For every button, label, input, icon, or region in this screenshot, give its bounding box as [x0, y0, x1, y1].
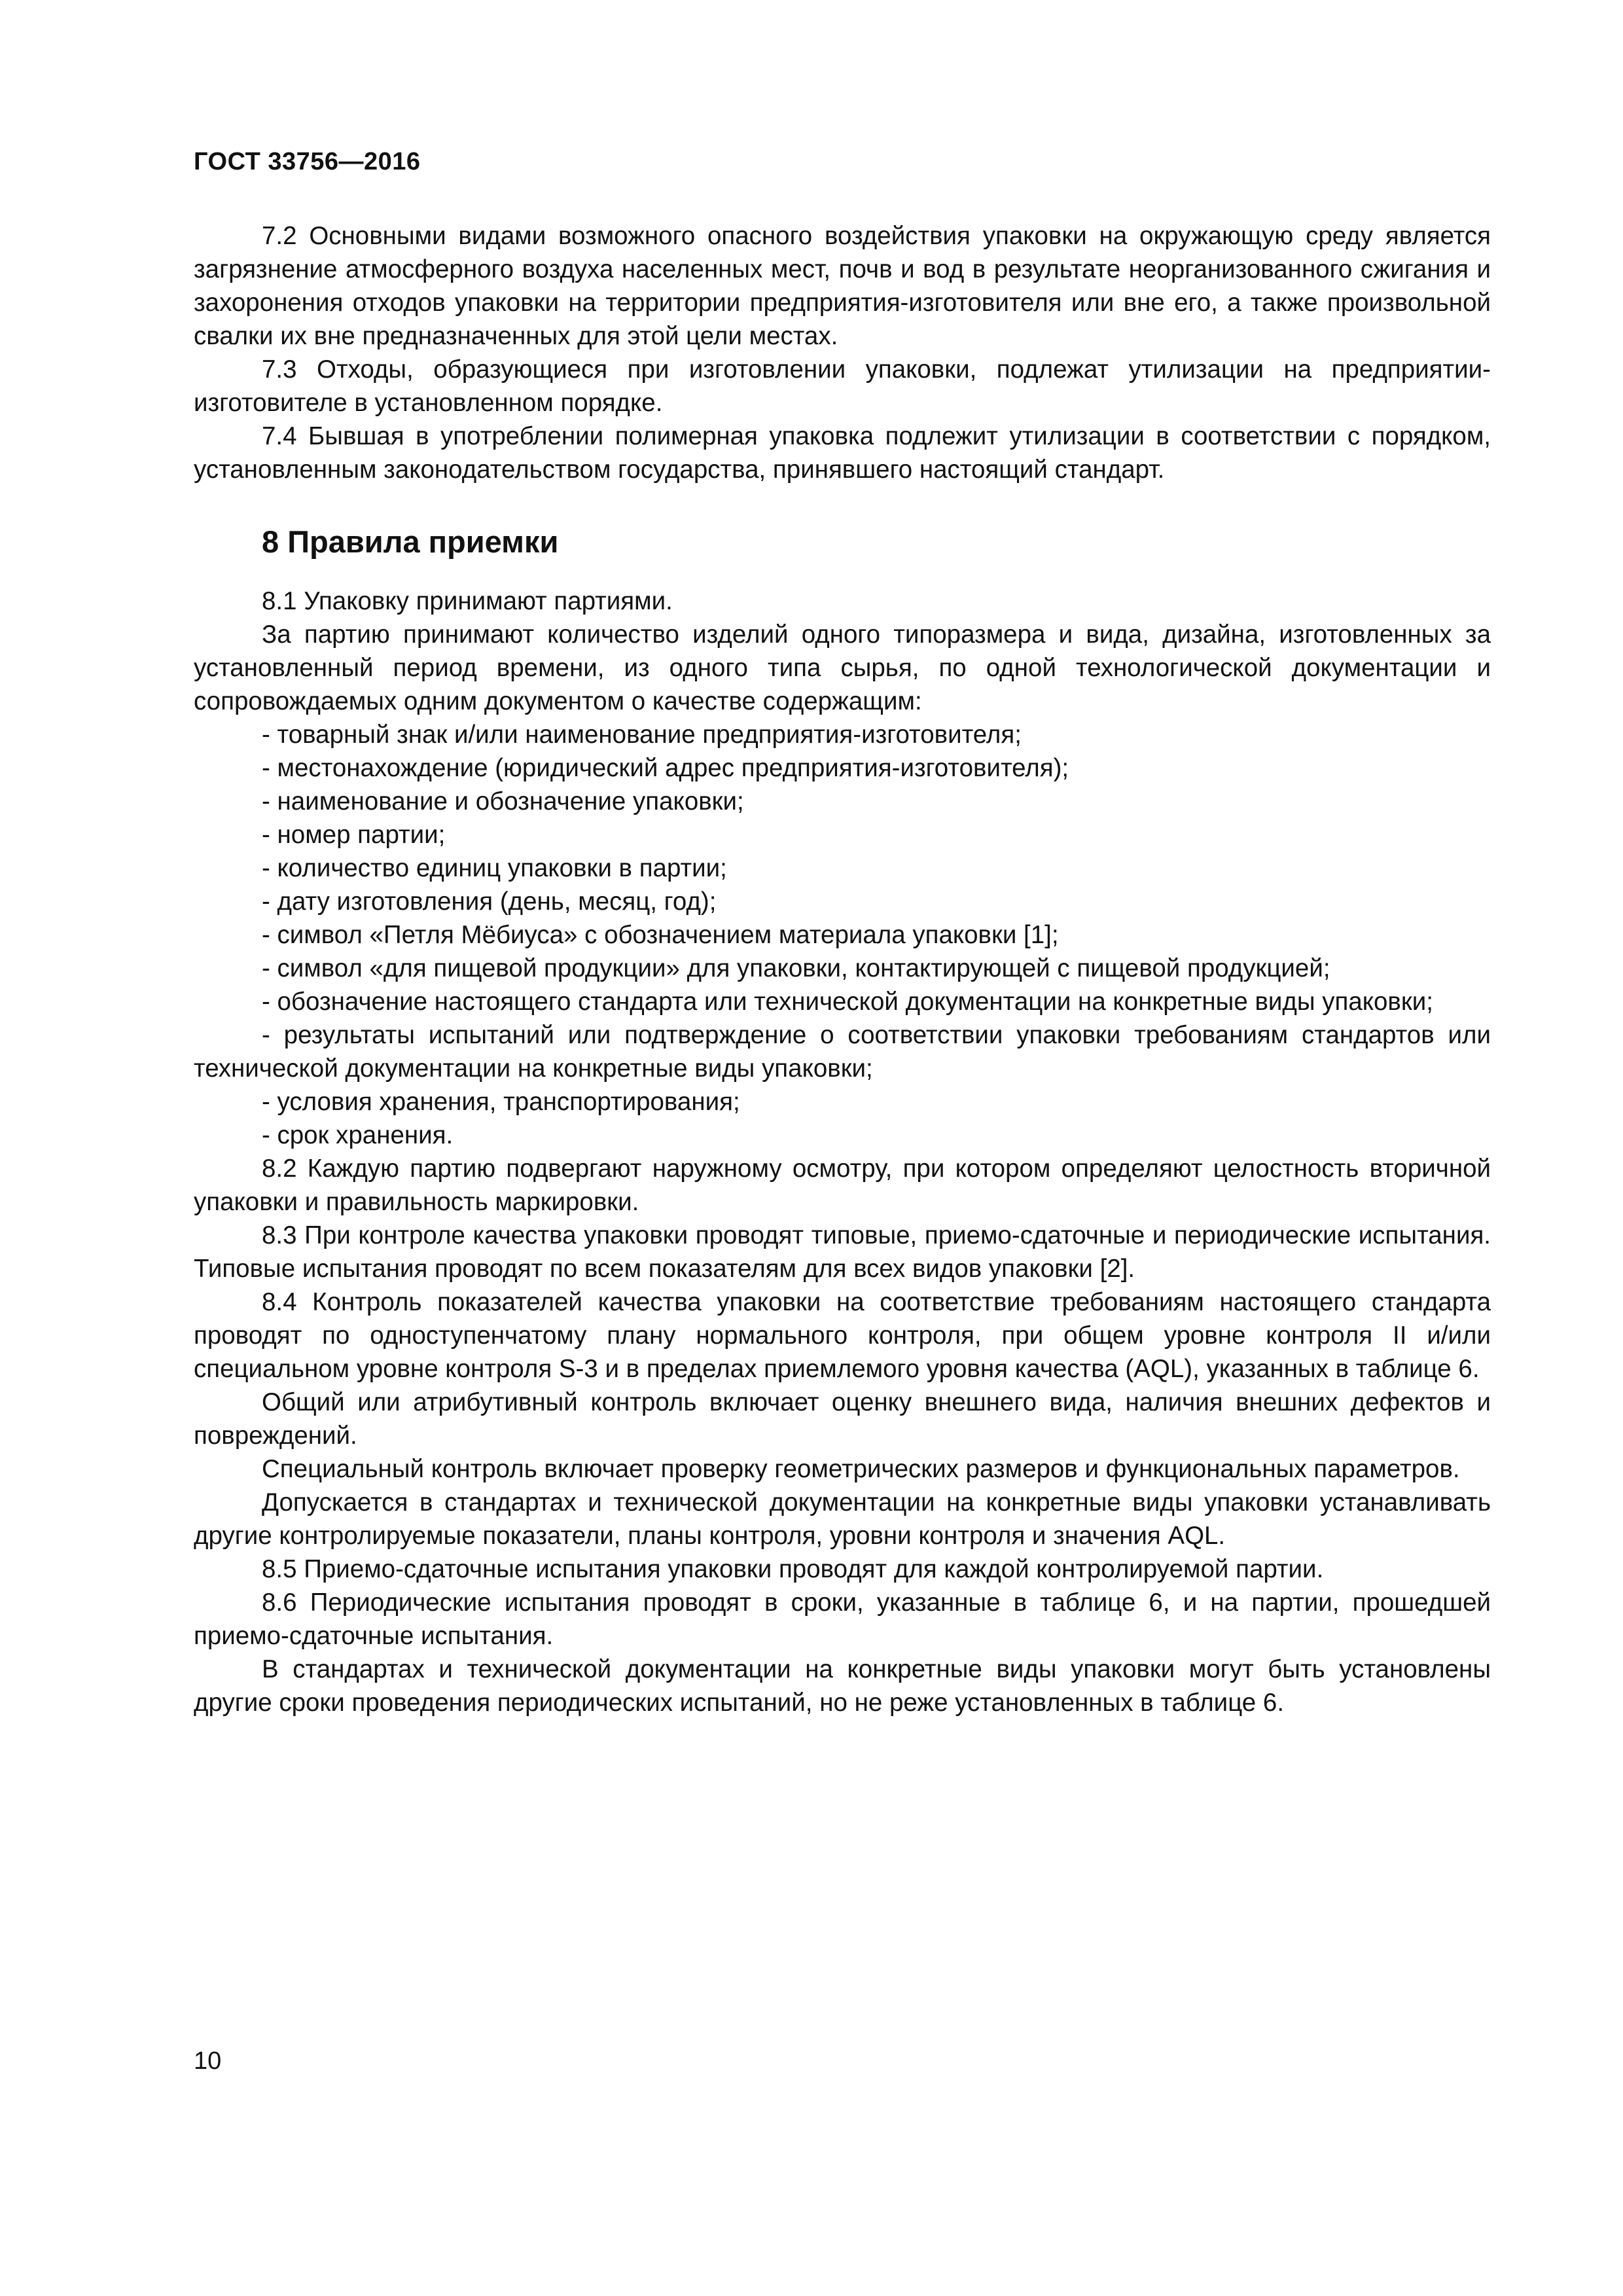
- paragraph-allowed-deviations: Допускается в стандартах и технической документации на конкретные виды упаковки устанавливать другие контролируемые показатели, планы контроля, уровни контроля и значения AQL.: [194, 1488, 1491, 1550]
- section-7-body: [194, 219, 1491, 486]
- paragraph-8-6: 8.6 Периодические испытания проводят в сроки, указанные в таблице 6, и на партии, прошедшей приемо-сдаточные испытания.: [194, 1588, 1491, 1650]
- list-item: - символ «Петля Мёбиуса» с обозначением материала упаковки [1];: [262, 921, 1059, 949]
- list-item: - наименование и обозначение упаковки;: [262, 787, 744, 816]
- list-item: - количество единиц упаковки в партии;: [262, 854, 727, 882]
- paragraph-7-2: 7.2 Основными видами возможного опасного воздействия упаковки на окружающую среду является загрязнение атмосферного воздуха населенных мест, почв и вод в результате неорганизованного сжигания и захоронения отходов упаковки на территории предприятия-изготовителя или вне его, а также произвольной свалки их вне предназначенных для этой цели местах.: [194, 222, 1491, 350]
- list-item: - символ «для пищевой продукции» для упаковки, контактирующей с пищевой продукцией;: [262, 954, 1330, 982]
- section-8-body: [194, 584, 1491, 1719]
- paragraph-8-2: 8.2 Каждую партию подвергают наружному осмотру, при котором определяют целостность вторичной упаковки и правильность маркировки.: [194, 1155, 1491, 1216]
- paragraph-8-5: 8.5 Приемо-сдаточные испытания упаковки проводят для каждой контролируемой партии.: [262, 1555, 1324, 1583]
- paragraph-8-1: 8.1 Упаковку принимают партиями.: [262, 587, 673, 615]
- list-item: - срок хранения.: [262, 1121, 454, 1149]
- paragraph-8-4: 8.4 Контроль показателей качества упаковки на соответствие требованиям настоящего стандарта проводят по одноступенчатому плану нормального контроля, при общем уровне контроля II и/или специальном уровне контроля S-3 и в пределах приемлемого уровня качества (AQL), указанных в таблице 6.: [194, 1288, 1491, 1383]
- paragraph-special-control: Специальный контроль включает проверку геометрических размеров и функциональных параметров.: [262, 1455, 1460, 1483]
- paragraph-general-control: Общий или атрибутивный контроль включает оценку внешнего вида, наличия внешних дефектов и повреждений.: [194, 1388, 1491, 1450]
- paragraph-7-3: 7.3 Отходы, образующиеся при изготовлении упаковки, подлежат утилизации на предприятии-изготовителе в установленном порядке.: [194, 355, 1491, 417]
- page-number: 10: [194, 2047, 222, 2075]
- list-item: - товарный знак и/или наименование предприятия-изготовителя;: [262, 721, 1022, 749]
- list-item: - номер партии;: [262, 821, 446, 849]
- paragraph-periodic-terms: В стандартах и технической документации на конкретные виды упаковки могут быть установлены другие сроки проведения периодических испытаний, но не реже установленных в таблице 6.: [194, 1655, 1491, 1717]
- document-header: ГОСТ 33756—2016: [194, 148, 421, 175]
- paragraph-8-3: 8.3 При контроле качества упаковки проводят типовые, приемо-сдаточные и периодические испытания. Типовые испытания проводят по всем показателям для всех видов упаковки [2].: [194, 1221, 1491, 1283]
- list-item: - условия хранения, транспортирования;: [262, 1088, 740, 1116]
- list-item: - результаты испытаний или подтверждение о соответствии упаковки требованиям стандартов или технической документации на конкретные виды упаковки;: [194, 1021, 1491, 1083]
- list-item: - местонахождение (юридический адрес предприятия-изготовителя);: [262, 754, 1069, 782]
- list-item: - дату изготовления (день, месяц, год);: [262, 888, 717, 916]
- list-item: - обозначение настоящего стандарта или технической документации на конкретные виды упаковки;: [262, 988, 1433, 1016]
- section-8-title: 8 Правила приемки: [262, 524, 559, 559]
- paragraph-batch-definition: За партию принимают количество изделий одного типоразмера и вида, дизайна, изготовленных за установленный период времени, из одного типа сырья, по одной технологической документации и сопровождаемых одним документом о качестве содержащим:: [194, 620, 1491, 715]
- paragraph-7-4: 7.4 Бывшая в употреблении полимерная упаковка подлежит утилизации в соответствии с порядком, установленным законодательством государства, принявшего настоящий стандарт.: [194, 422, 1491, 484]
